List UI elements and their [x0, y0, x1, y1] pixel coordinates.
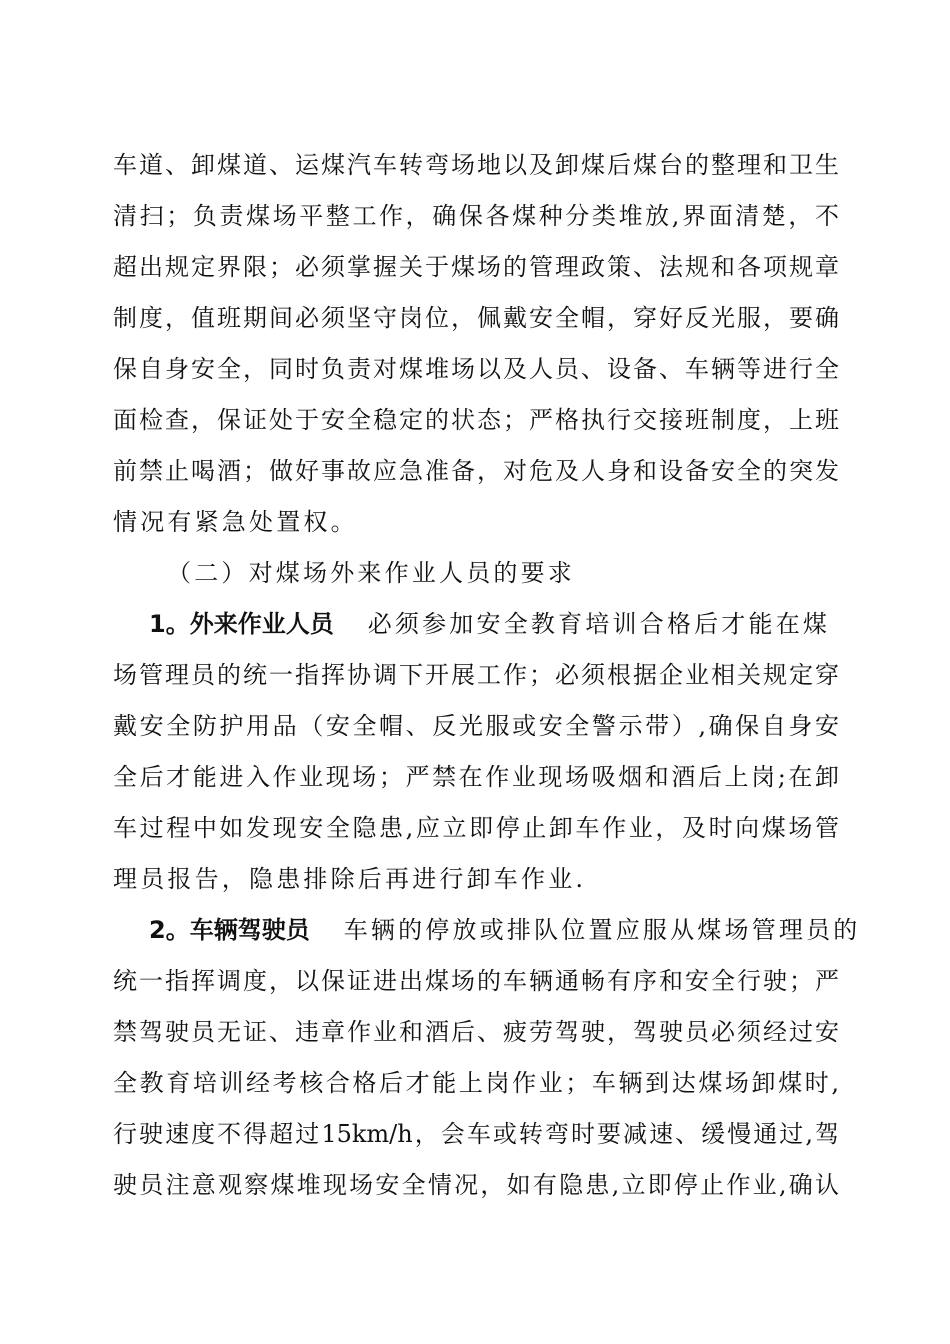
item-external-workers [113, 599, 839, 905]
text-line: 制度，值班期间必须坚守岗位，佩戴安全帽，穿好反光服，要确 [113, 304, 839, 332]
item-first-line [113, 905, 861, 956]
text-line: 禁驾驶员无证、违章作业和酒后、疲劳驾驶，驾驶员必须经过安 [113, 1018, 839, 1046]
item-number: 2。 [149, 916, 190, 944]
text-line: 车过程中如发现安全隐患,应立即停止卸车作业，及时向煤场管 [113, 814, 839, 842]
item-number: 1。 [149, 610, 190, 638]
item-text: 车辆的停放或排队位置应服从煤场管理员的 [343, 916, 861, 944]
item-title: 外来作业人员 [189, 610, 334, 638]
text-line: 行驶速度不得超过15km/h，会车或转弯时要减速、缓慢通过,驾 [113, 1120, 839, 1148]
text-line: 面检查，保证处于安全稳定的状态；严格执行交接班制度，上班 [113, 406, 839, 434]
text-line: 前禁止喝酒；做好事故应急准备，对危及人身和设备安全的突发 [113, 457, 839, 485]
text-line: 场管理员的统一指挥协调下开展工作；必须根据企业相关规定穿 [113, 661, 839, 689]
section-heading: （二）对煤场外来作业人员的要求 [167, 559, 575, 587]
item-text: 必须参加安全教育培训合格后才能在煤 [367, 610, 831, 638]
document-body [113, 140, 861, 1211]
text-line: 车道、卸煤道、运煤汽车转弯场地以及卸煤后煤台的整理和卫生 [113, 151, 839, 179]
paragraph-coal-yard-duties [113, 140, 839, 548]
text-line: 理员报告，隐患排除后再进行卸车作业. [113, 865, 587, 893]
text-line: 统一指挥调度，以保证进出煤场的车辆通畅有序和安全行驶；严 [113, 967, 839, 995]
text-line: 全教育培训经考核合格后才能上岗作业；车辆到达煤场卸煤时, [113, 1069, 839, 1097]
text-line: 保自身安全，同时负责对煤堆场以及人员、设备、车辆等进行全 [113, 355, 839, 383]
text-line: 驶员注意观察煤堆现场安全情况，如有隐患,立即停止作业,确认 [113, 1171, 839, 1199]
text-line: 情况有紧急处置权。 [113, 508, 358, 536]
item-title: 车辆驾驶员 [189, 916, 310, 944]
text-line: 清扫；负责煤场平整工作，确保各煤种分类堆放,界面清楚，不 [113, 202, 839, 230]
text-line: 超出规定界限；必须掌握关于煤场的管理政策、法规和各项规章 [113, 253, 839, 281]
text-line: 戴安全防护用品（安全帽、反光服或安全警示带）,确保自身安 [113, 712, 839, 740]
text-line: 全后才能进入作业现场；严禁在作业现场吸烟和酒后上岗;在卸 [113, 763, 839, 791]
item-first-line [113, 599, 839, 650]
item-vehicle-drivers [113, 905, 861, 1211]
